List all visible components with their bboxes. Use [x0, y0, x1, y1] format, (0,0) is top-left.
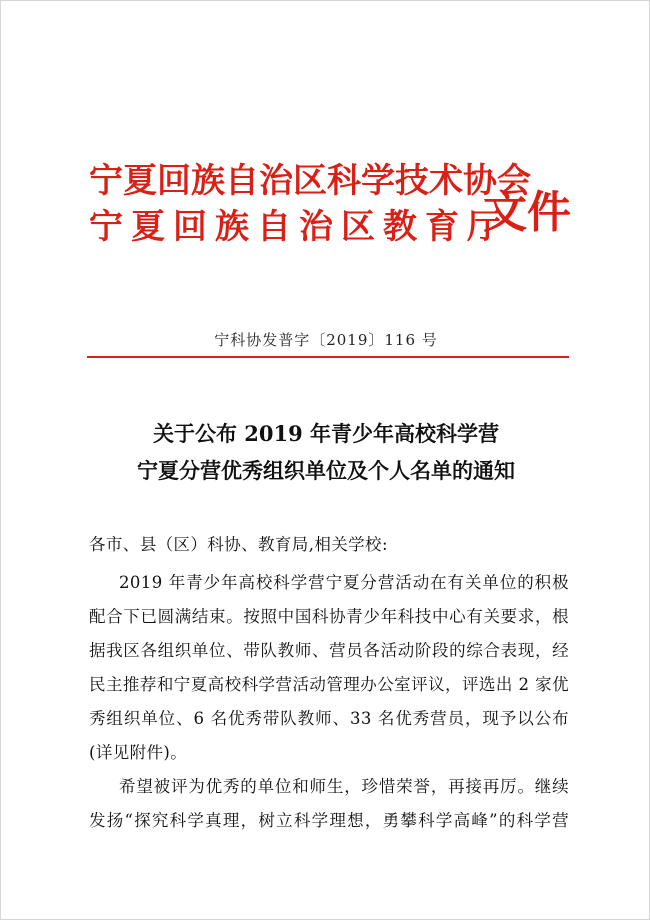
document-type-label: 文件	[483, 187, 571, 238]
paragraph-line: 据我区各组织单位、带队教师、营员各活动阶段的综合表现，经	[89, 641, 569, 660]
issuing-authority-header	[89, 161, 589, 271]
paragraph-line: 配合下已圆满结束。按照中国科协青少年科技中心有关要求，根	[89, 607, 569, 626]
paragraph-line: 秀组织单位、6 名优秀带队教师、33 名优秀营员，现予以公布	[89, 709, 569, 728]
paragraph-line: 希望被评为优秀的单位和师生，珍惜荣誉，再接再厉。继续	[119, 777, 569, 796]
notice-title-line-2: 宁夏分营优秀组织单位及个人名单的通知	[137, 458, 515, 483]
red-divider-line	[87, 356, 569, 358]
paragraph-line: (详见附件)。	[89, 743, 188, 762]
paragraph-line: 发扬“探究科学真理，树立科学理想，勇攀科学高峰”的科学营	[89, 811, 569, 830]
issuer-line-1: 宁夏回族自治区科学技术协会	[89, 161, 531, 201]
issuer-line-2: 宁夏回族自治区教育厅	[89, 207, 509, 247]
document-number: 宁科协发普字〔2019〕116 号	[214, 331, 438, 349]
notice-title-line-1: 关于公布 2019 年青少年高校科学营	[152, 421, 500, 446]
salutation: 各市、县（区）科协、教育局,相关学校:	[89, 535, 388, 554]
paragraph-line: 2019 年青少年高校科学营宁夏分营活动在有关单位的积极	[119, 573, 569, 592]
paragraph-line: 民主推荐和宁夏高校科学营活动管理办公室评议，评选出 2 家优	[89, 675, 569, 694]
